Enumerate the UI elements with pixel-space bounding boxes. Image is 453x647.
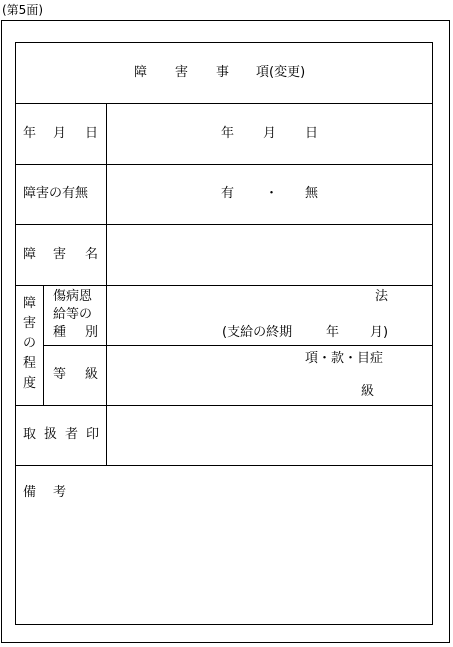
presence-label: 障害の有無 [23, 186, 89, 201]
title-char: 害 [175, 65, 189, 80]
pension-type-label-line: 給等の [53, 307, 93, 322]
grade-unit[interactable]: 級 [361, 384, 375, 399]
handler-label-char: 印 [86, 427, 100, 442]
title-char: 項(変更) [256, 65, 306, 80]
handler-label-char: 者 [65, 427, 79, 442]
row-divider [15, 285, 433, 286]
date-value-char[interactable]: 日 [305, 126, 319, 141]
grade-label-char: 等 [53, 367, 67, 382]
pension-type-label-char: 別 [85, 325, 99, 340]
name-label-char: 名 [85, 247, 99, 262]
degree-group-char: の [23, 336, 37, 351]
date-value-char[interactable]: 年 [221, 126, 235, 141]
title-char: 障 [134, 65, 148, 80]
handler-seal-field[interactable] [107, 406, 432, 464]
law-suffix: 法 [375, 289, 389, 304]
disability-name-field[interactable] [107, 225, 432, 284]
name-label-char: 害 [53, 247, 67, 262]
degree-group-char: 度 [23, 376, 37, 391]
presence-option-no[interactable]: 無 [305, 186, 319, 201]
date-value-char[interactable]: 月 [263, 126, 277, 141]
grade-items[interactable]: 項・款・目症 [305, 351, 384, 366]
row-divider [43, 345, 433, 346]
column-divider [43, 285, 44, 405]
pension-type-label-char: 種 [53, 325, 67, 340]
pension-end-year[interactable]: 年 [326, 325, 340, 340]
row-divider [15, 103, 433, 104]
row-divider [15, 465, 433, 466]
name-label-char: 障 [23, 247, 37, 262]
row-divider [15, 164, 433, 165]
date-label-char: 日 [85, 126, 99, 141]
presence-separator: ・ [265, 186, 279, 201]
remarks-field[interactable] [16, 505, 432, 624]
degree-group-char: 害 [23, 316, 37, 331]
degree-group-char: 障 [23, 296, 37, 311]
remarks-label-char: 備 [23, 485, 37, 500]
pension-end-month[interactable]: 月) [370, 325, 389, 340]
remarks-label-char: 考 [53, 485, 67, 500]
title-char: 事 [216, 65, 230, 80]
handler-label-char: 扱 [44, 427, 58, 442]
grade-label-char: 級 [85, 367, 99, 382]
pension-end-label: (支給の終期 [222, 325, 293, 340]
form-page-label: (第5面) [2, 3, 43, 17]
pension-type-label-line: 傷病恩 [53, 289, 93, 304]
degree-group-char: 程 [23, 356, 37, 371]
date-label-char: 年 [23, 126, 37, 141]
presence-option-yes[interactable]: 有 [221, 186, 235, 201]
handler-label-char: 取 [23, 427, 37, 442]
date-label-char: 月 [53, 126, 67, 141]
